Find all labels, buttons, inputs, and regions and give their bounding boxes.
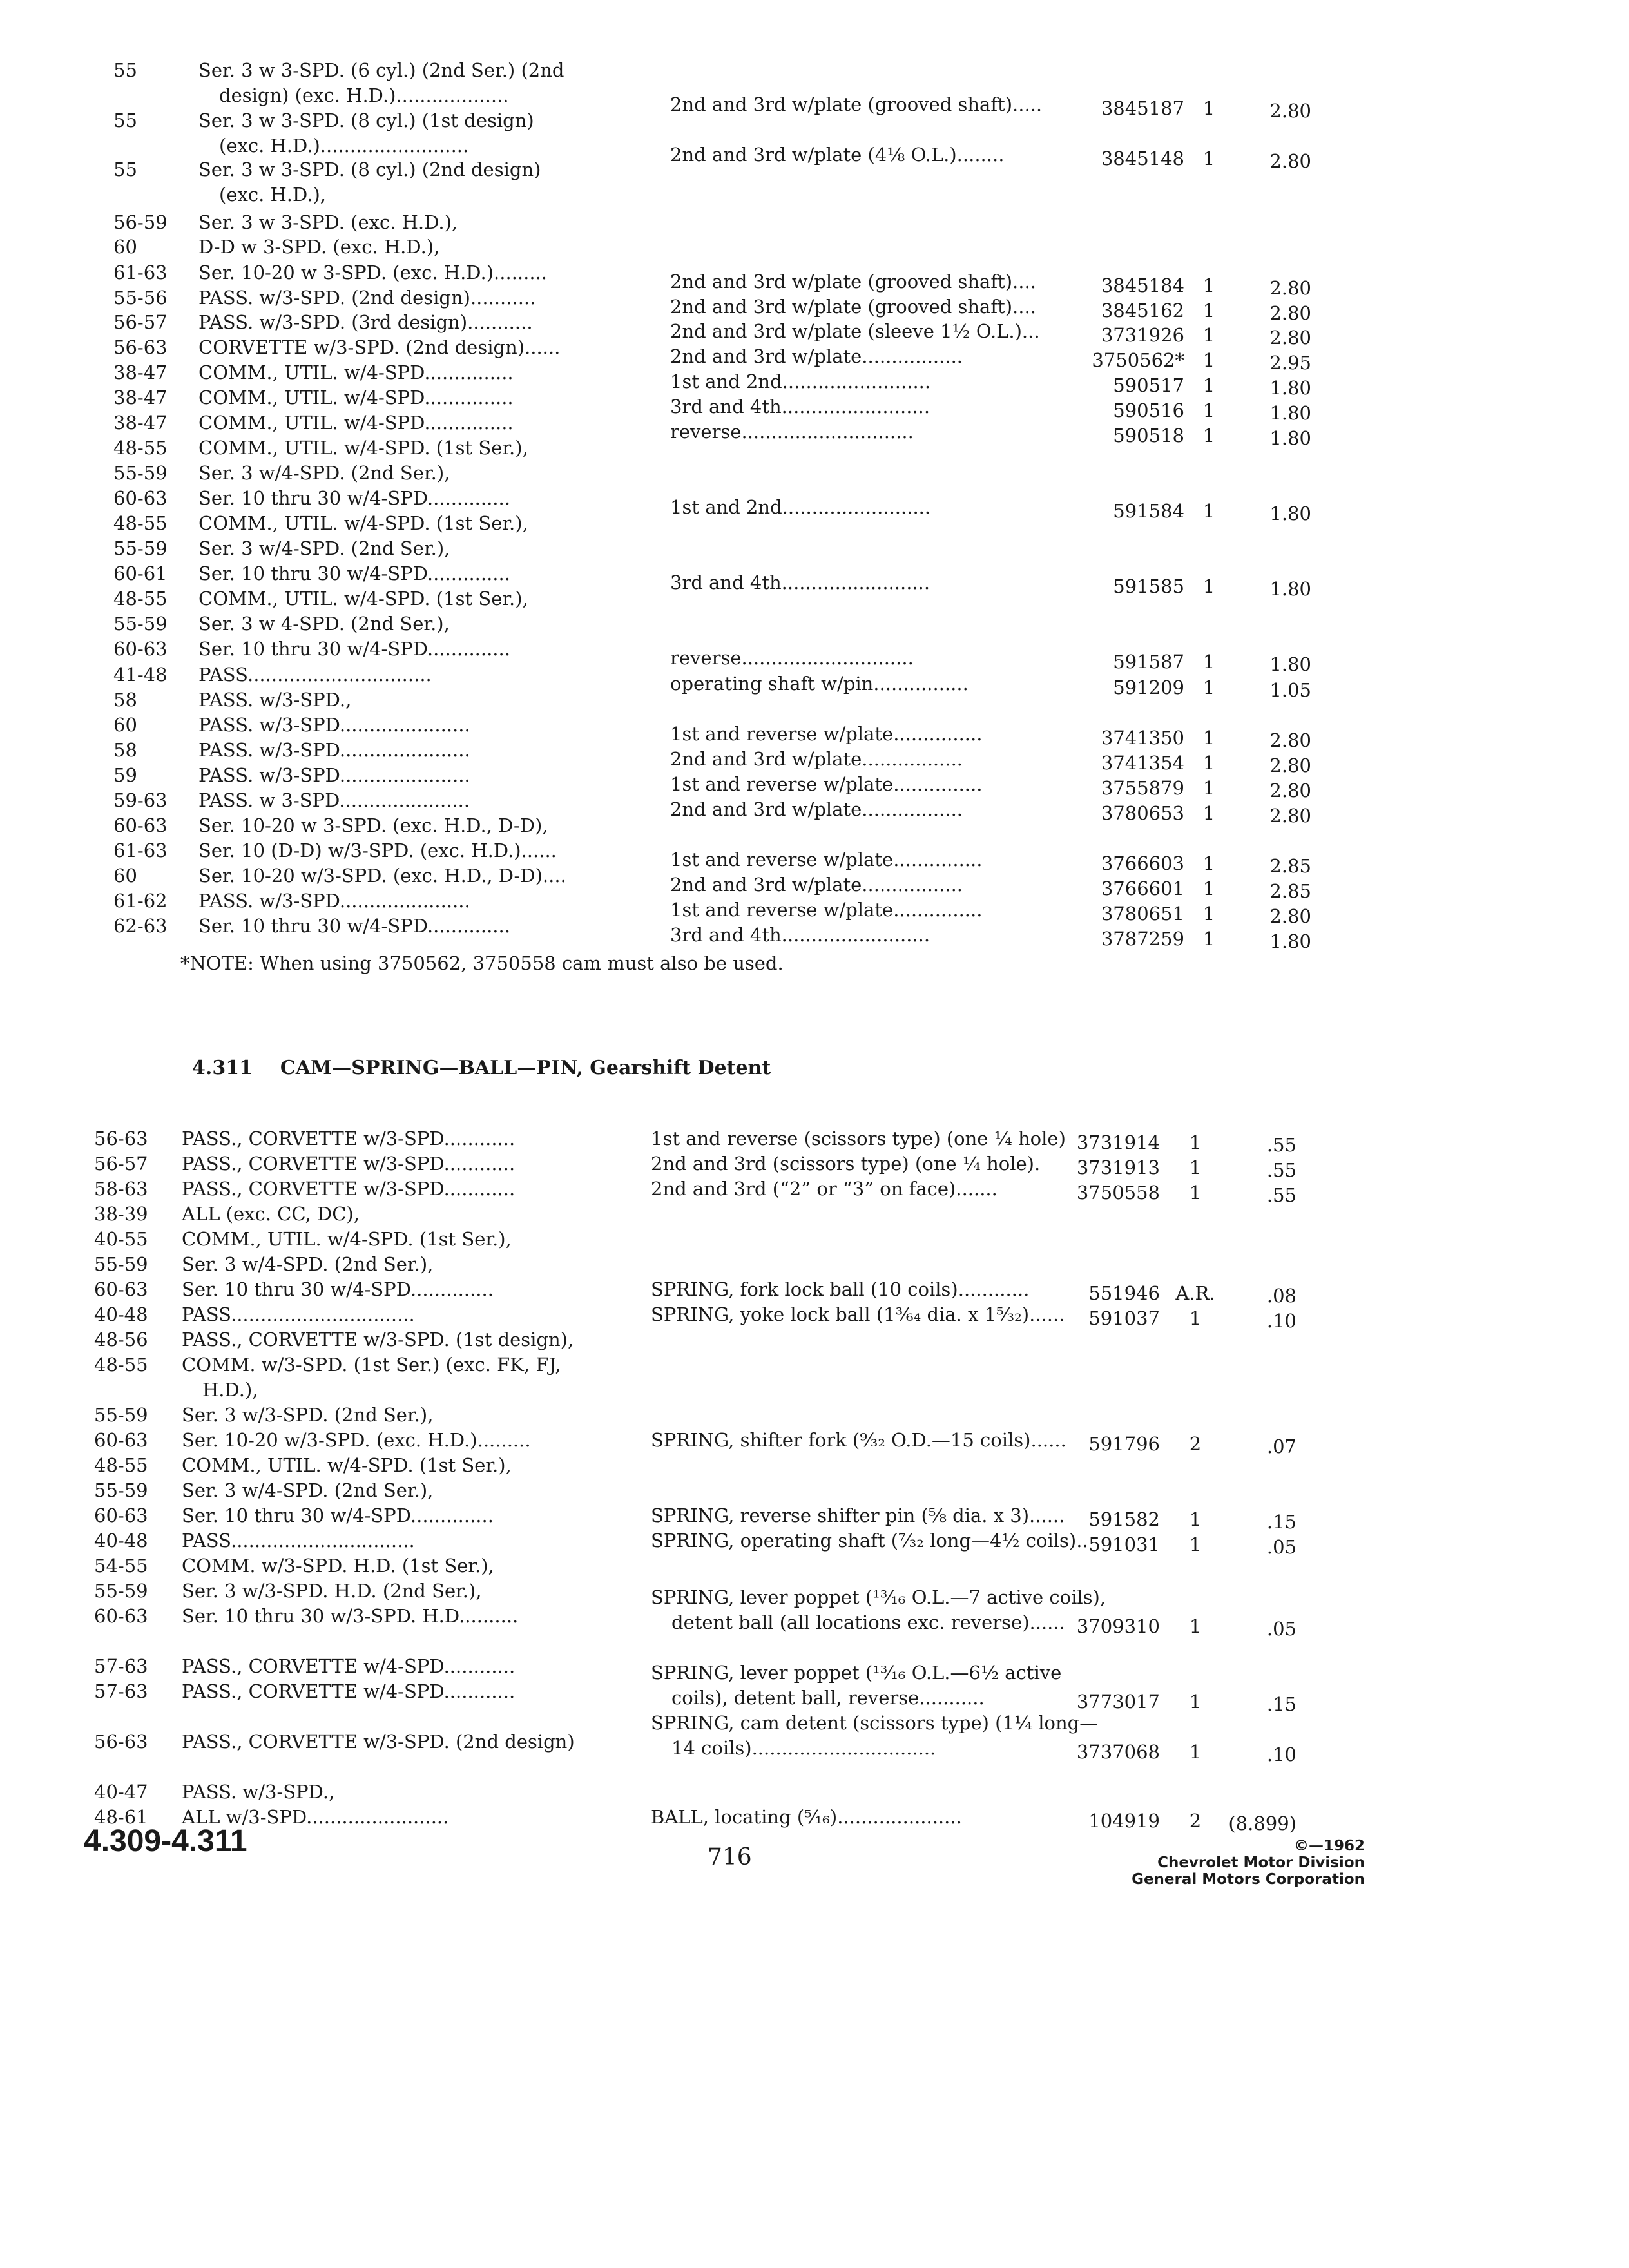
model-description: (exc. H.D.),: [219, 184, 326, 206]
part-description: 1st and reverse w/plate...............: [670, 899, 983, 921]
price: .10: [1266, 1744, 1296, 1765]
year-range: 62-63: [113, 915, 168, 937]
part-number: 3845187: [1101, 97, 1184, 119]
model-description: Ser. 10-20 w 3-SPD. (exc. H.D., D-D),: [198, 814, 548, 836]
year-range: 56-63: [94, 1128, 148, 1149]
part-description: 3rd and 4th.........................: [670, 396, 930, 418]
year-range: 55-56: [113, 287, 168, 309]
quantity: 1: [1189, 1131, 1202, 1153]
year-range: 38-47: [113, 412, 168, 434]
model-description: Ser. 3 w 3-SPD. (6 cyl.) (2nd Ser.) (2nd: [198, 59, 564, 81]
year-range: 60: [113, 865, 137, 887]
model-description: PASS. w/3-SPD......................: [198, 739, 470, 761]
part-number: 3773017: [1076, 1691, 1160, 1713]
year-range: 40-48: [94, 1530, 148, 1552]
quantity: 1: [1202, 349, 1215, 371]
year-range: 56-59: [113, 211, 168, 233]
part-number: 591037: [1088, 1307, 1160, 1329]
model-description: Ser. 3 w/4-SPD. (2nd Ser.),: [182, 1479, 434, 1501]
year-range: 40-48: [94, 1303, 148, 1325]
year-range: 59-63: [113, 789, 168, 811]
corporation: General Motors Corporation: [1132, 1871, 1365, 1888]
model-description: PASS., CORVETTE w/3-SPD. (1st design),: [182, 1329, 574, 1350]
price: 1.80: [1269, 930, 1311, 952]
year-range: 38-47: [113, 361, 168, 383]
quantity: 1: [1202, 324, 1215, 346]
model-description: CORVETTE w/3-SPD. (2nd design)......: [198, 336, 561, 358]
model-description: Ser. 3 w/4-SPD. (2nd Ser.),: [182, 1253, 434, 1275]
year-range: 48-55: [94, 1354, 148, 1376]
model-description: PASS., CORVETTE w/4-SPD............: [182, 1680, 516, 1702]
quantity: 1: [1189, 1533, 1202, 1555]
model-description: PASS., CORVETTE w/3-SPD............: [182, 1128, 516, 1149]
quantity: 1: [1202, 300, 1215, 322]
year-range: 55-59: [94, 1253, 148, 1275]
part-number: 590518: [1113, 425, 1184, 447]
price: 2.85: [1269, 855, 1311, 877]
price: .15: [1266, 1511, 1296, 1533]
part-description: 1st and 2nd.........................: [670, 496, 931, 518]
price: 2.80: [1269, 150, 1311, 172]
quantity: 1: [1202, 399, 1215, 421]
section-heading: [192, 1057, 771, 1079]
part-description: 2nd and 3rd w/plate.................: [670, 345, 963, 367]
year-range: 55: [113, 110, 137, 131]
year-range: 60: [113, 714, 137, 736]
model-description: (exc. H.D.).........................: [219, 135, 469, 157]
year-range: 55-59: [94, 1479, 148, 1501]
model-description: COMM. w/3-SPD. H.D. (1st Ser.),: [182, 1555, 494, 1577]
price: 2.80: [1269, 905, 1311, 927]
part-description: 1st and reverse w/plate...............: [670, 849, 983, 870]
part-number: 104919: [1088, 1810, 1160, 1832]
year-range: 57-63: [94, 1655, 148, 1677]
year-range: 55-59: [94, 1580, 148, 1602]
price: .55: [1266, 1134, 1296, 1156]
copyright: ©—1962: [1293, 1838, 1365, 1854]
price: 2.95: [1269, 352, 1311, 374]
quantity: A.R.: [1175, 1282, 1215, 1304]
part-description: 2nd and 3rd w/plate (grooved shaft).....: [670, 93, 1043, 115]
model-description: Ser. 10 thru 30 w/4-SPD..............: [182, 1504, 494, 1526]
part-description: 2nd and 3rd w/plate.................: [670, 748, 963, 770]
quantity: 1: [1202, 777, 1215, 799]
year-range: 60-63: [113, 814, 168, 836]
model-description: Ser. 10-20 w/3-SPD. (exc. H.D.).........: [182, 1429, 531, 1451]
quantity: 1: [1202, 97, 1215, 119]
quantity: 1: [1202, 148, 1215, 169]
part-number: 3845162: [1101, 300, 1184, 322]
price: 2.80: [1269, 302, 1311, 324]
year-range: 60-63: [94, 1605, 148, 1627]
model-description: H.D.),: [202, 1379, 258, 1401]
model-description: Ser. 10 thru 30 w/4-SPD..............: [198, 562, 510, 584]
part-description: reverse.............................: [670, 421, 914, 443]
part-description: reverse.............................: [670, 647, 914, 669]
part-description: SPRING, operating shaft (⁷⁄₃₂ long—4½ coils)..: [651, 1530, 1088, 1552]
part-description: 3rd and 4th.........................: [670, 572, 930, 593]
year-range: 38-39: [94, 1203, 148, 1225]
year-range: 57-63: [94, 1680, 148, 1702]
model-description: PASS. w/3-SPD. (2nd design)...........: [198, 287, 536, 309]
part-number: 551946: [1088, 1282, 1160, 1304]
price: 2.80: [1269, 100, 1311, 122]
model-description: PASS...............................: [182, 1303, 415, 1325]
year-range: 61-63: [113, 840, 168, 861]
quantity: 1: [1202, 928, 1215, 950]
model-description: COMM., UTIL. w/4-SPD. (1st Ser.),: [198, 437, 528, 459]
part-description: 2nd and 3rd w/plate (grooved shaft)....: [670, 271, 1036, 293]
part-number: 3741350: [1101, 727, 1184, 749]
quantity: 1: [1202, 274, 1215, 296]
model-description: Ser. 10 thru 30 w/4-SPD..............: [198, 487, 510, 509]
year-range: 58-63: [94, 1178, 148, 1200]
part-number: 3845184: [1101, 274, 1184, 296]
model-description: PASS., CORVETTE w/3-SPD............: [182, 1178, 516, 1200]
model-description: Ser. 10-20 w 3-SPD. (exc. H.D.).........: [198, 262, 548, 284]
quantity: 1: [1202, 878, 1215, 899]
model-description: PASS., CORVETTE w/3-SPD. (2nd design): [182, 1731, 575, 1753]
model-description: Ser. 3 w/3-SPD. (2nd Ser.),: [182, 1404, 434, 1426]
part-description: 14 coils)...............................: [671, 1737, 936, 1759]
price: .07: [1266, 1436, 1296, 1457]
part-description: 2nd and 3rd (scissors type) (one ¼ hole).: [651, 1153, 1041, 1175]
year-range: 55: [113, 159, 137, 180]
quantity: 1: [1189, 1182, 1202, 1204]
quantity: 1: [1202, 425, 1215, 447]
price: 2.85: [1269, 880, 1311, 902]
model-description: Ser. 10 thru 30 w/4-SPD..............: [198, 915, 510, 937]
part-number: 590516: [1113, 399, 1184, 421]
part-number: 3750558: [1076, 1182, 1160, 1204]
year-range: 55-59: [94, 1404, 148, 1426]
model-description: PASS., CORVETTE w/4-SPD............: [182, 1655, 516, 1677]
section-title: CAM—SPRING—BALL—PIN, Gearshift Detent: [280, 1057, 771, 1079]
part-number: 3766601: [1101, 878, 1184, 899]
year-range: 56-57: [113, 311, 168, 333]
model-description: Ser. 3 w 4-SPD. (2nd Ser.),: [198, 613, 450, 635]
part-number: 591031: [1088, 1533, 1160, 1555]
part-description: 2nd and 3rd w/plate (sleeve 1½ O.L.)...: [670, 320, 1040, 342]
model-description: design) (exc. H.D.)...................: [219, 84, 509, 106]
model-description: D-D w 3-SPD. (exc. H.D.),: [198, 236, 440, 258]
model-description: PASS. w/3-SPD.,: [198, 689, 352, 711]
price: 2.80: [1269, 805, 1311, 827]
part-description: 2nd and 3rd (“2” or “3” on face).......: [651, 1178, 998, 1200]
year-range: 58: [113, 739, 137, 761]
year-range: 60: [113, 236, 137, 258]
quantity: 1: [1202, 677, 1215, 698]
part-number: 3737068: [1076, 1741, 1160, 1763]
model-description: PASS. w/3-SPD. (3rd design)...........: [198, 311, 533, 333]
year-range: 48-61: [94, 1806, 148, 1828]
model-description: Ser. 3 w/4-SPD. (2nd Ser.),: [198, 462, 450, 484]
year-range: 55-59: [113, 462, 168, 484]
model-description: PASS. w/3-SPD......................: [198, 764, 470, 786]
model-description: Ser. 10-20 w/3-SPD. (exc. H.D., D-D)....: [198, 865, 566, 887]
model-description: Ser. 3 w 3-SPD. (exc. H.D.),: [198, 211, 458, 233]
part-number: 3731926: [1101, 324, 1184, 346]
model-description: Ser. 3 w/4-SPD. (2nd Ser.),: [198, 537, 450, 559]
part-number: 3755879: [1101, 777, 1184, 799]
year-range: 60-63: [113, 487, 168, 509]
quantity: 1: [1189, 1741, 1202, 1763]
part-number: 3741354: [1101, 752, 1184, 774]
year-range: 48-55: [113, 437, 168, 459]
quantity: 1: [1202, 575, 1215, 597]
quantity: 2: [1189, 1810, 1202, 1832]
part-description: 1st and reverse (scissors type) (one ¼ hole): [651, 1128, 1066, 1149]
year-range: 55: [113, 59, 137, 81]
price: 2.80: [1269, 729, 1311, 751]
part-number: 3709310: [1076, 1615, 1160, 1637]
part-number: 591796: [1088, 1433, 1160, 1455]
part-number: 3787259: [1101, 928, 1184, 950]
year-range: 61-63: [113, 262, 168, 284]
part-number: 591585: [1113, 575, 1184, 597]
price: 1.05: [1269, 679, 1311, 701]
quantity: 1: [1189, 1307, 1202, 1329]
part-description: 1st and reverse w/plate...............: [670, 773, 983, 795]
model-description: ALL w/3-SPD........................: [182, 1806, 449, 1828]
model-description: Ser. 10 thru 30 w/3-SPD. H.D..........: [182, 1605, 519, 1627]
year-range: 61-62: [113, 890, 168, 912]
year-range: 41-48: [113, 664, 168, 686]
year-range: 56-63: [94, 1731, 148, 1753]
model-description: PASS. w/3-SPD......................: [198, 714, 470, 736]
price: .10: [1266, 1310, 1296, 1332]
quantity: 1: [1202, 727, 1215, 749]
model-description: Ser. 10 thru 30 w/4-SPD..............: [198, 638, 510, 660]
model-description: Ser. 10 thru 30 w/4-SPD..............: [182, 1278, 494, 1300]
part-number: 3766603: [1101, 852, 1184, 874]
part-description: operating shaft w/pin................: [670, 673, 969, 695]
quantity: 1: [1202, 374, 1215, 396]
part-description: 2nd and 3rd w/plate.................: [670, 798, 963, 820]
part-description: detent ball (all locations exc. reverse)......: [671, 1611, 1065, 1633]
price: 1.80: [1269, 427, 1311, 449]
price: .55: [1266, 1184, 1296, 1206]
part-description: 1st and 2nd.........................: [670, 370, 931, 392]
quantity: 1: [1202, 651, 1215, 673]
quantity: 1: [1189, 1691, 1202, 1713]
year-range: 60-61: [113, 562, 168, 584]
part-description: SPRING, yoke lock ball (1³⁄₆₄ dia. x 1⁵⁄₃₂)......: [651, 1303, 1065, 1325]
section-number: 4.311: [192, 1057, 253, 1079]
quantity: 2: [1189, 1433, 1202, 1455]
model-description: Ser. 10 (D-D) w/3-SPD. (exc. H.D.)......: [198, 840, 557, 861]
price: .55: [1266, 1159, 1296, 1181]
part-description: BALL, locating (⁵⁄₁₆).....................: [651, 1806, 962, 1828]
price: 1.80: [1269, 377, 1311, 399]
part-description: coils), detent ball, reverse...........: [671, 1687, 985, 1709]
part-description: SPRING, cam detent (scissors type) (1¼ long—: [651, 1712, 1099, 1734]
model-description: Ser. 3 w 3-SPD. (8 cyl.) (2nd design): [198, 159, 541, 180]
model-description: PASS. w 3-SPD......................: [198, 789, 470, 811]
part-description: SPRING, fork lock ball (10 coils)............: [651, 1278, 1030, 1300]
model-description: ALL (exc. CC, DC),: [182, 1203, 360, 1225]
year-range: 60-63: [94, 1504, 148, 1526]
part-description: SPRING, reverse shifter pin (⅝ dia. x 3)......: [651, 1504, 1065, 1526]
model-description: COMM., UTIL. w/4-SPD...............: [198, 361, 514, 383]
price: .05: [1266, 1618, 1296, 1640]
model-description: COMM., UTIL. w/4-SPD. (1st Ser.),: [182, 1228, 512, 1250]
part-number: 590517: [1113, 374, 1184, 396]
year-range: 56-57: [94, 1153, 148, 1175]
year-range: 40-47: [94, 1781, 148, 1803]
publisher-credit: [1132, 1838, 1365, 1888]
model-description: COMM., UTIL. w/4-SPD. (1st Ser.),: [182, 1454, 512, 1476]
price: .15: [1266, 1693, 1296, 1715]
price: 1.80: [1269, 402, 1311, 424]
model-description: PASS...............................: [182, 1530, 415, 1552]
price: .08: [1266, 1285, 1296, 1307]
year-range: 55-59: [113, 537, 168, 559]
part-description: SPRING, shifter fork (⁹⁄₃₂ O.D.—15 coils)......: [651, 1429, 1066, 1451]
price: 1.80: [1269, 578, 1311, 600]
model-description: Ser. 3 w 3-SPD. (8 cyl.) (1st design): [198, 110, 534, 131]
part-description: 3rd and 4th.........................: [670, 924, 930, 946]
part-number: 591209: [1113, 677, 1184, 698]
quantity: 1: [1202, 752, 1215, 774]
quantity: 1: [1189, 1508, 1202, 1530]
year-range: 55-59: [113, 613, 168, 635]
price: 2.80: [1269, 277, 1311, 299]
year-range: 54-55: [94, 1555, 148, 1577]
price: 1.80: [1269, 503, 1311, 524]
model-description: COMM., UTIL. w/4-SPD...............: [198, 387, 514, 408]
part-number: 3731913: [1076, 1157, 1160, 1178]
year-range: 48-55: [113, 588, 168, 610]
part-number: 3845148: [1101, 148, 1184, 169]
quantity: 1: [1202, 500, 1215, 522]
part-number: 3750562*: [1092, 349, 1184, 371]
year-range: 60-63: [94, 1429, 148, 1451]
quantity: 1: [1189, 1157, 1202, 1178]
price: .05: [1266, 1536, 1296, 1558]
year-range: 40-55: [94, 1228, 148, 1250]
model-description: PASS., CORVETTE w/3-SPD............: [182, 1153, 516, 1175]
model-description: Ser. 3 w/3-SPD. H.D. (2nd Ser.),: [182, 1580, 482, 1602]
year-range: 59: [113, 764, 137, 786]
quantity: 1: [1202, 802, 1215, 824]
quantity: 1: [1189, 1615, 1202, 1637]
year-range: 58: [113, 689, 137, 711]
year-range: 48-55: [94, 1454, 148, 1476]
price: 2.80: [1269, 780, 1311, 802]
note: *NOTE: When using 3750562, 3750558 cam must also be used.: [180, 952, 784, 974]
division: Chevrolet Motor Division: [1157, 1854, 1365, 1871]
part-number: 591584: [1113, 500, 1184, 522]
part-number: 3731914: [1076, 1131, 1160, 1153]
quantity: 1: [1202, 903, 1215, 925]
part-description: 1st and reverse w/plate...............: [670, 723, 983, 745]
year-range: 48-55: [113, 512, 168, 534]
part-number: 3780653: [1101, 802, 1184, 824]
year-range: 60-63: [94, 1278, 148, 1300]
year-range: 38-47: [113, 387, 168, 408]
model-description: COMM., UTIL. w/4-SPD...............: [198, 412, 514, 434]
quantity: 1: [1202, 852, 1215, 874]
model-description: COMM., UTIL. w/4-SPD. (1st Ser.),: [198, 588, 528, 610]
part-number: 591587: [1113, 651, 1184, 673]
part-number: 3780651: [1101, 903, 1184, 925]
model-description: PASS...............................: [198, 664, 432, 686]
model-description: PASS. w/3-SPD.,: [182, 1781, 335, 1803]
part-description: 2nd and 3rd w/plate (4⅛ O.L.)........: [670, 144, 1005, 166]
part-description: 2nd and 3rd w/plate (grooved shaft)....: [670, 296, 1036, 318]
year-range: 56-63: [113, 336, 168, 358]
price: 2.80: [1269, 754, 1311, 776]
part-number: 591582: [1088, 1508, 1160, 1530]
price: (8.899): [1228, 1812, 1296, 1834]
model-description: COMM. w/3-SPD. (1st Ser.) (exc. FK, FJ,: [182, 1354, 561, 1376]
section-range: 4.309-4.311: [84, 1824, 247, 1858]
part-description: 2nd and 3rd w/plate.................: [670, 874, 963, 896]
price: 2.80: [1269, 327, 1311, 349]
model-description: COMM., UTIL. w/4-SPD. (1st Ser.),: [198, 512, 528, 534]
year-range: 60-63: [113, 638, 168, 660]
price: 1.80: [1269, 653, 1311, 675]
year-range: 48-56: [94, 1329, 148, 1350]
model-description: PASS. w/3-SPD......................: [198, 890, 470, 912]
page-number: 716: [708, 1844, 752, 1870]
part-description: SPRING, lever poppet (¹³⁄₁₆ O.L.—7 active coils),: [651, 1586, 1106, 1608]
part-description: SPRING, lever poppet (¹³⁄₁₆ O.L.—6½ active: [651, 1662, 1062, 1684]
